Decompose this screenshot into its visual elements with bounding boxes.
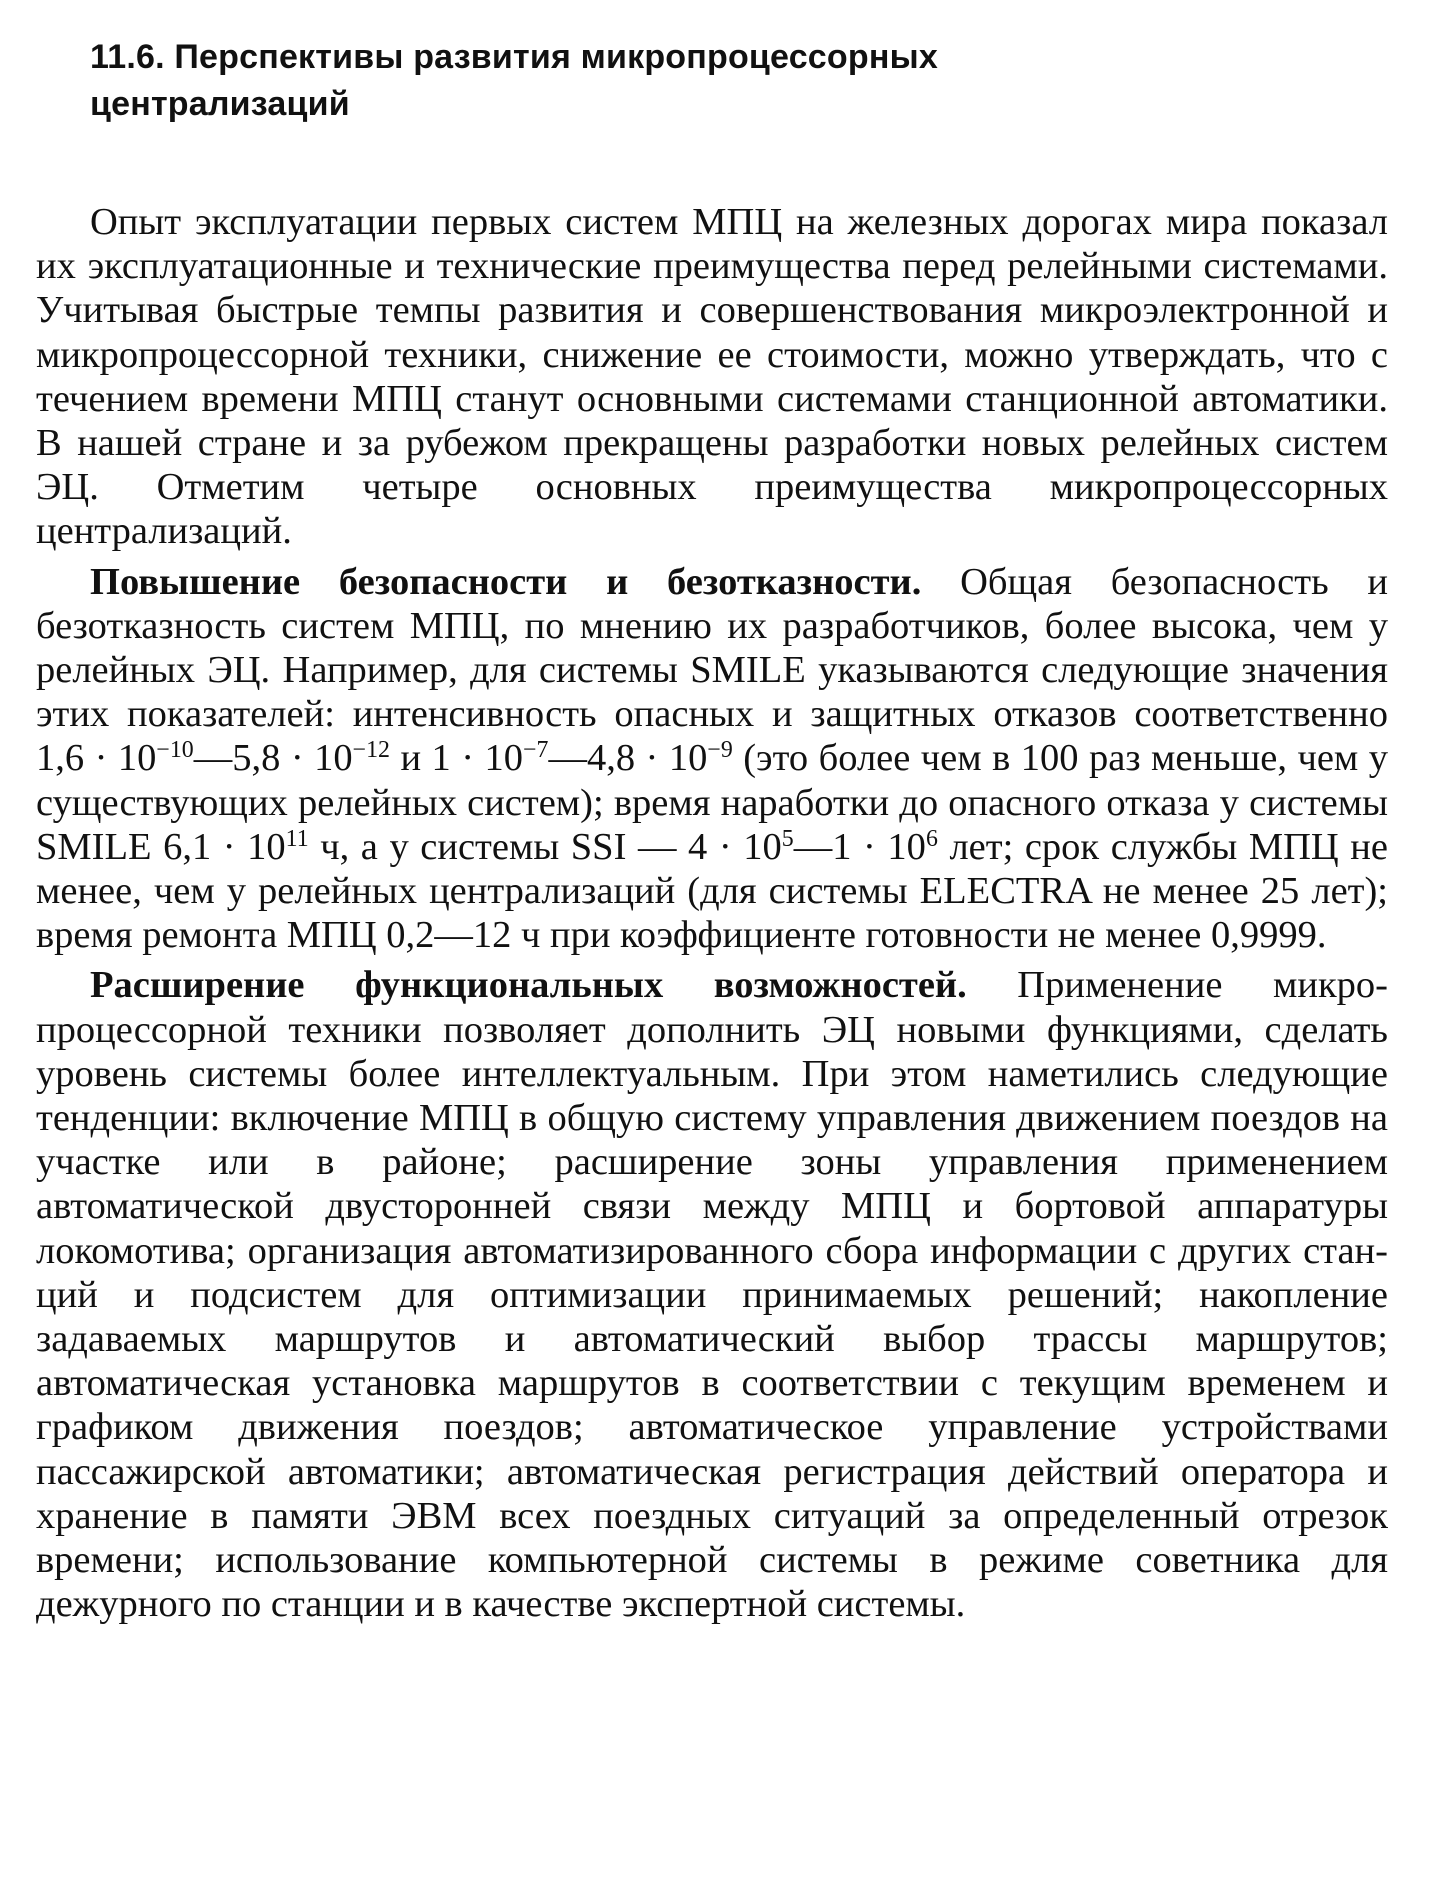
document-body: [36, 200, 1388, 1627]
exponent-6: 5: [781, 825, 794, 852]
document-page: [36, 34, 1388, 1627]
safety-text-3: и 1 · 10: [389, 737, 524, 780]
exponent-7: 6: [925, 825, 938, 852]
safety-text-6: ч, а у системы SSI — 4 · 10: [308, 825, 782, 868]
paragraph-safety: [36, 560, 1388, 958]
safety-text-4: —4,8 · 10: [548, 737, 708, 780]
exponent-2: −12: [352, 737, 390, 764]
exponent-3: −7: [523, 737, 549, 764]
safety-text-8: лет; срок службы МПЦ не менее, чем у релейных централизаций (для системы ELECTRA не менее 25 лет); время ремонта МПЦ 0,2—12 ч при коэффициенте готовности не менее 0,9999.: [36, 825, 1388, 957]
paragraph-functions-text: Применение микропроцессорной техники позволяет дополнить ЭЦ новыми функциями, сделать уровень системы более интеллектуальным. При этом наметились следующие тенденции: включение МПЦ в общую систему управления движением поездов на участке или в районе; расширение зоны управления применением автоматической двусторонней связи между МПЦ и бортовой аппаратуры локомотива; организация автоматизированного сбора информации с других станций и подсистем для оптимизации принимаемых решений; накопление задаваемых маршрутов и автоматический выбор трассы маршрутов; автоматическая установка маршрутов в соответствии с текущим временем и графиком движения поездов; автоматическое управление устройствами пассажирской автоматики; автоматическая регистрация действий оператора и хранение в памяти ЭВМ всех поездных ситуаций за определенный отрезок времени; использование компьютерной системы в режиме советника для дежурного по станции и в качестве экспертной системы.: [36, 964, 1388, 1626]
exponent-4: −9: [707, 737, 733, 764]
paragraph-functions: [36, 963, 1388, 1626]
paragraph-functions-lead: Расширение функциональных возможностей.: [90, 964, 967, 1007]
safety-text-7: —1 · 10: [793, 825, 926, 868]
safety-text-5: (это более чем в 100 раз меньше, чем у существующих релейных систем); время наработки до опасного отказа у системы SMILE 6,1 · 10: [36, 737, 1388, 868]
exponent-1: −10: [156, 737, 194, 764]
paragraph-safety-lead: Повышение безопасности и безотказности.: [90, 560, 922, 603]
exponent-5: 11: [285, 825, 309, 852]
section-heading: 11.6. Перспективы развития микропроцессорных централизаций: [90, 38, 938, 123]
paragraph-intro: Опыт эксплуатации первых систем МПЦ на железных дорогах мира показал их эксплуатационные и технические преимущества перед релейными системами. Учитывая быстрые темпы развития и совершенствования микроэлектронной и микропроцессорной техники, снижение ее стоимости, можно утверждать, что с течением времени МПЦ станут основными системами станционной автоматики. В нашей стране и за рубежом прекращены разработки новых релейных систем ЭЦ. Отметим четыре основных преимущества микропроцессорных централизаций.: [36, 201, 1388, 553]
safety-text-2: —5,8 · 10: [193, 737, 353, 780]
safety-text-1: Общая безопасность и безотказность систем МПЦ, по мнению их разработчиков, более высока, чем у релейных ЭЦ. Например, для системы SMILE указываются следующие значения этих показателей: интенсивность опасных и защитных отказов соответственно 1,6 · 10: [36, 560, 1388, 780]
